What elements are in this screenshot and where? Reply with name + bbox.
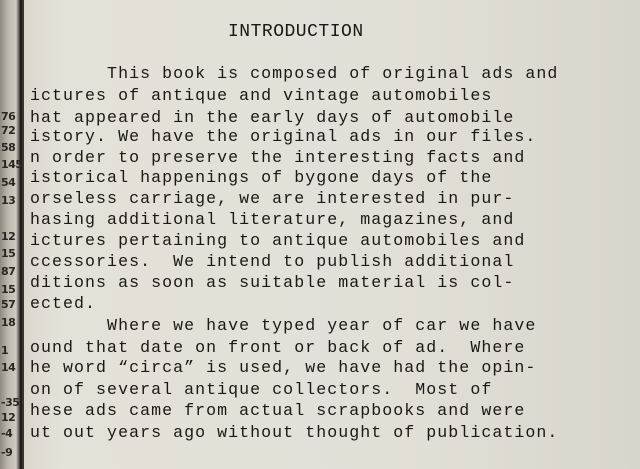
text-line: ut out years ago without thought of publication. — [30, 423, 559, 442]
text-line: istorical happenings of bygone days of the — [30, 168, 493, 187]
facing-page-margin-numbers — [0, 0, 30, 469]
margin-number: 14 — [1, 361, 16, 374]
margin-number: 15 — [1, 283, 16, 296]
margin-number: 87 — [1, 265, 16, 278]
margin-number: 58 — [1, 141, 16, 154]
text-line: ound that date on front or back of ad. Where — [30, 338, 526, 357]
text-line: This book is composed of original ads and — [30, 64, 559, 83]
margin-number: 18 — [1, 316, 16, 329]
margin-number: 12 — [1, 230, 16, 243]
margin-number: 12 — [1, 411, 16, 424]
margin-number: 76 — [1, 110, 16, 123]
text-line: orseless carriage, we are interested in pur- — [30, 189, 515, 208]
margin-number: 1 — [1, 344, 9, 357]
margin-number: -4 — [1, 427, 13, 440]
text-line: on of several antique collectors. Most of — [30, 380, 493, 399]
margin-number: 15 — [1, 247, 16, 260]
text-line: he word “circa” is used, we have had the opin- — [30, 358, 537, 377]
text-line: ditions as soon as suitable material is col- — [30, 273, 515, 292]
margin-number: -35 — [1, 396, 20, 409]
page-title: INTRODUCTION — [228, 22, 364, 42]
text-line: ected. — [30, 294, 97, 313]
text-line: istory. We have the original ads in our files. — [30, 127, 537, 146]
text-line: ictures of antique and vintage automobiles — [30, 86, 493, 105]
text-line: Where we have typed year of car we have — [30, 316, 537, 335]
margin-number: 54 — [1, 176, 16, 189]
text-line: ccessories. We intend to publish additional — [30, 252, 515, 271]
text-line: hasing additional literature, magazines, and — [30, 210, 515, 229]
text-line: hese ads came from actual scrapbooks and were — [30, 401, 526, 420]
text-line: hat appeared in the early days of automobile — [30, 108, 515, 127]
margin-number: 13 — [1, 194, 16, 207]
text-line: n order to preserve the interesting facts and — [30, 148, 526, 167]
text-line: ictures pertaining to antique automobiles and — [30, 231, 526, 250]
margin-number: 145 — [1, 158, 23, 171]
margin-number: 72 — [1, 124, 16, 137]
margin-number: 57 — [1, 298, 16, 311]
margin-number: -9 — [1, 446, 13, 459]
